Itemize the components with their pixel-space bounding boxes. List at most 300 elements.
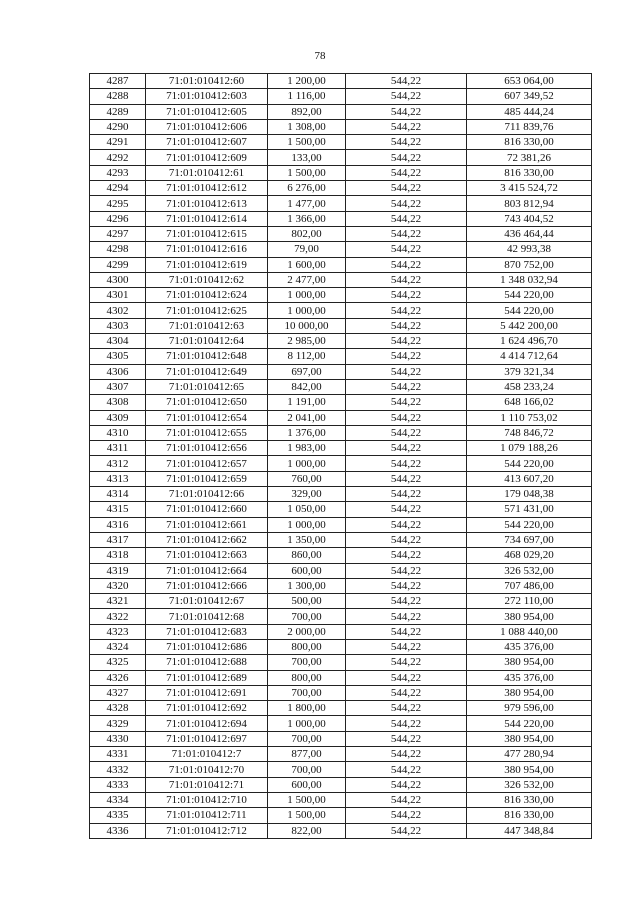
cadastral-number-cell: 71:01:010412:7 <box>146 747 268 762</box>
table-row <box>90 425 592 440</box>
area-cell: 1 366,00 <box>268 211 346 226</box>
table-row <box>90 716 592 731</box>
area-cell: 700,00 <box>268 685 346 700</box>
value-cell: 326 532,00 <box>467 777 592 792</box>
row-number-cell: 4310 <box>90 425 146 440</box>
value-cell: 3 415 524,72 <box>467 181 592 196</box>
cadastral-number-cell: 71:01:010412:659 <box>146 471 268 486</box>
value-cell: 447 348,84 <box>467 823 592 838</box>
cadastral-number-cell: 71:01:010412:710 <box>146 792 268 807</box>
cadastral-number-cell: 71:01:010412:656 <box>146 441 268 456</box>
rate-cell: 544,22 <box>346 563 467 578</box>
row-number-cell: 4329 <box>90 716 146 731</box>
area-cell: 1 500,00 <box>268 135 346 150</box>
row-number-cell: 4308 <box>90 395 146 410</box>
rate-cell: 544,22 <box>346 441 467 456</box>
row-number-cell: 4315 <box>90 502 146 517</box>
cadastral-number-cell: 71:01:010412:67 <box>146 594 268 609</box>
value-cell: 72 381,26 <box>467 150 592 165</box>
rate-cell: 544,22 <box>346 594 467 609</box>
rate-cell: 544,22 <box>346 257 467 272</box>
rate-cell: 544,22 <box>346 609 467 624</box>
value-cell: 816 330,00 <box>467 165 592 180</box>
rate-cell: 544,22 <box>346 578 467 593</box>
cadastral-number-cell: 71:01:010412:61 <box>146 165 268 180</box>
table-row <box>90 731 592 746</box>
value-cell: 544 220,00 <box>467 517 592 532</box>
row-number-cell: 4313 <box>90 471 146 486</box>
value-cell: 711 839,76 <box>467 119 592 134</box>
rate-cell: 544,22 <box>346 135 467 150</box>
cadastral-number-cell: 71:01:010412:614 <box>146 211 268 226</box>
value-cell: 380 954,00 <box>467 655 592 670</box>
table-row <box>90 181 592 196</box>
value-cell: 477 280,94 <box>467 747 592 762</box>
row-number-cell: 4292 <box>90 150 146 165</box>
rate-cell: 544,22 <box>346 716 467 731</box>
value-cell: 413 607,20 <box>467 471 592 486</box>
rate-cell: 544,22 <box>346 410 467 425</box>
rate-cell: 544,22 <box>346 165 467 180</box>
cadastral-number-cell: 71:01:010412:688 <box>146 655 268 670</box>
table-row <box>90 242 592 257</box>
table-row <box>90 594 592 609</box>
value-cell: 1 624 496,70 <box>467 334 592 349</box>
table-row <box>90 456 592 471</box>
rate-cell: 544,22 <box>346 318 467 333</box>
area-cell: 697,00 <box>268 364 346 379</box>
cadastral-number-cell: 71:01:010412:686 <box>146 639 268 654</box>
area-cell: 329,00 <box>268 487 346 502</box>
value-cell: 42 993,38 <box>467 242 592 257</box>
row-number-cell: 4314 <box>90 487 146 502</box>
row-number-cell: 4328 <box>90 701 146 716</box>
row-number-cell: 4289 <box>90 104 146 119</box>
area-cell: 1 050,00 <box>268 502 346 517</box>
row-number-cell: 4304 <box>90 334 146 349</box>
rate-cell: 544,22 <box>346 395 467 410</box>
rate-cell: 544,22 <box>346 119 467 134</box>
row-number-cell: 4301 <box>90 288 146 303</box>
cadastral-number-cell: 71:01:010412:63 <box>146 318 268 333</box>
area-cell: 800,00 <box>268 670 346 685</box>
rate-cell: 544,22 <box>346 823 467 838</box>
rate-cell: 544,22 <box>346 226 467 241</box>
table-row <box>90 532 592 547</box>
value-cell: 380 954,00 <box>467 731 592 746</box>
rate-cell: 544,22 <box>346 181 467 196</box>
table-row <box>90 334 592 349</box>
table-row <box>90 517 592 532</box>
rate-cell: 544,22 <box>346 792 467 807</box>
row-number-cell: 4333 <box>90 777 146 792</box>
cadastral-number-cell: 71:01:010412:609 <box>146 150 268 165</box>
row-number-cell: 4287 <box>90 74 146 89</box>
table-row <box>90 578 592 593</box>
value-cell: 4 414 712,64 <box>467 349 592 364</box>
area-cell: 1 500,00 <box>268 165 346 180</box>
area-cell: 1 350,00 <box>268 532 346 547</box>
area-cell: 600,00 <box>268 777 346 792</box>
row-number-cell: 4331 <box>90 747 146 762</box>
area-cell: 10 000,00 <box>268 318 346 333</box>
cadastral-number-cell: 71:01:010412:712 <box>146 823 268 838</box>
registry-table-body <box>90 74 592 839</box>
value-cell: 326 532,00 <box>467 563 592 578</box>
cadastral-number-cell: 71:01:010412:65 <box>146 379 268 394</box>
rate-cell: 544,22 <box>346 731 467 746</box>
rate-cell: 544,22 <box>346 670 467 685</box>
value-cell: 748 846,72 <box>467 425 592 440</box>
area-cell: 1 500,00 <box>268 808 346 823</box>
row-number-cell: 4323 <box>90 624 146 639</box>
rate-cell: 544,22 <box>346 639 467 654</box>
value-cell: 544 220,00 <box>467 716 592 731</box>
table-row <box>90 288 592 303</box>
rate-cell: 544,22 <box>346 425 467 440</box>
cadastral-number-cell: 71:01:010412:662 <box>146 532 268 547</box>
rate-cell: 544,22 <box>346 777 467 792</box>
rate-cell: 544,22 <box>346 364 467 379</box>
table-row <box>90 685 592 700</box>
cadastral-number-cell: 71:01:010412:654 <box>146 410 268 425</box>
value-cell: 1 079 188,26 <box>467 441 592 456</box>
row-number-cell: 4318 <box>90 548 146 563</box>
area-cell: 1 000,00 <box>268 456 346 471</box>
rate-cell: 544,22 <box>346 487 467 502</box>
area-cell: 8 112,00 <box>268 349 346 364</box>
cadastral-number-cell: 71:01:010412:692 <box>146 701 268 716</box>
area-cell: 700,00 <box>268 731 346 746</box>
table-row <box>90 135 592 150</box>
row-number-cell: 4303 <box>90 318 146 333</box>
rate-cell: 544,22 <box>346 471 467 486</box>
rate-cell: 544,22 <box>346 150 467 165</box>
row-number-cell: 4294 <box>90 181 146 196</box>
value-cell: 734 697,00 <box>467 532 592 547</box>
table-row <box>90 272 592 287</box>
cadastral-number-cell: 71:01:010412:694 <box>146 716 268 731</box>
row-number-cell: 4327 <box>90 685 146 700</box>
value-cell: 485 444,24 <box>467 104 592 119</box>
rate-cell: 544,22 <box>346 379 467 394</box>
value-cell: 544 220,00 <box>467 288 592 303</box>
table-row <box>90 318 592 333</box>
row-number-cell: 4321 <box>90 594 146 609</box>
cadastral-number-cell: 71:01:010412:683 <box>146 624 268 639</box>
value-cell: 458 233,24 <box>467 379 592 394</box>
rate-cell: 544,22 <box>346 747 467 762</box>
table-row <box>90 487 592 502</box>
row-number-cell: 4324 <box>90 639 146 654</box>
table-row <box>90 89 592 104</box>
rate-cell: 544,22 <box>346 104 467 119</box>
row-number-cell: 4305 <box>90 349 146 364</box>
value-cell: 544 220,00 <box>467 456 592 471</box>
area-cell: 133,00 <box>268 150 346 165</box>
row-number-cell: 4319 <box>90 563 146 578</box>
row-number-cell: 4316 <box>90 517 146 532</box>
table-row <box>90 471 592 486</box>
value-cell: 979 596,00 <box>467 701 592 716</box>
area-cell: 860,00 <box>268 548 346 563</box>
table-row <box>90 150 592 165</box>
rate-cell: 544,22 <box>346 685 467 700</box>
row-number-cell: 4290 <box>90 119 146 134</box>
cadastral-number-cell: 71:01:010412:711 <box>146 808 268 823</box>
cadastral-number-cell: 71:01:010412:648 <box>146 349 268 364</box>
table-row <box>90 701 592 716</box>
cadastral-number-cell: 71:01:010412:697 <box>146 731 268 746</box>
area-cell: 700,00 <box>268 609 346 624</box>
cadastral-number-cell: 71:01:010412:607 <box>146 135 268 150</box>
area-cell: 1 000,00 <box>268 517 346 532</box>
table-row <box>90 624 592 639</box>
table-row <box>90 792 592 807</box>
value-cell: 179 048,38 <box>467 487 592 502</box>
table-row <box>90 410 592 425</box>
cadastral-number-cell: 71:01:010412:70 <box>146 762 268 777</box>
area-cell: 700,00 <box>268 655 346 670</box>
table-row <box>90 104 592 119</box>
area-cell: 2 000,00 <box>268 624 346 639</box>
cadastral-number-cell: 71:01:010412:66 <box>146 487 268 502</box>
cadastral-number-cell: 71:01:010412:615 <box>146 226 268 241</box>
row-number-cell: 4307 <box>90 379 146 394</box>
area-cell: 1 500,00 <box>268 792 346 807</box>
area-cell: 1 000,00 <box>268 303 346 318</box>
rate-cell: 544,22 <box>346 272 467 287</box>
area-cell: 700,00 <box>268 762 346 777</box>
value-cell: 648 166,02 <box>467 395 592 410</box>
value-cell: 743 404,52 <box>467 211 592 226</box>
cadastral-number-cell: 71:01:010412:624 <box>146 288 268 303</box>
row-number-cell: 4326 <box>90 670 146 685</box>
table-row <box>90 119 592 134</box>
cadastral-number-cell: 71:01:010412:68 <box>146 609 268 624</box>
rate-cell: 544,22 <box>346 532 467 547</box>
cadastral-number-cell: 71:01:010412:625 <box>146 303 268 318</box>
rate-cell: 544,22 <box>346 334 467 349</box>
table-row <box>90 747 592 762</box>
cadastral-number-cell: 71:01:010412:612 <box>146 181 268 196</box>
value-cell: 571 431,00 <box>467 502 592 517</box>
cadastral-number-cell: 71:01:010412:660 <box>146 502 268 517</box>
row-number-cell: 4298 <box>90 242 146 257</box>
row-number-cell: 4302 <box>90 303 146 318</box>
table-row <box>90 196 592 211</box>
cadastral-number-cell: 71:01:010412:616 <box>146 242 268 257</box>
area-cell: 600,00 <box>268 563 346 578</box>
cadastral-number-cell: 71:01:010412:663 <box>146 548 268 563</box>
row-number-cell: 4320 <box>90 578 146 593</box>
row-number-cell: 4297 <box>90 226 146 241</box>
area-cell: 1 200,00 <box>268 74 346 89</box>
row-number-cell: 4336 <box>90 823 146 838</box>
cadastral-number-cell: 71:01:010412:603 <box>146 89 268 104</box>
value-cell: 435 376,00 <box>467 639 592 654</box>
value-cell: 5 442 200,00 <box>467 318 592 333</box>
rate-cell: 544,22 <box>346 89 467 104</box>
row-number-cell: 4291 <box>90 135 146 150</box>
value-cell: 607 349,52 <box>467 89 592 104</box>
rate-cell: 544,22 <box>346 211 467 226</box>
table-row <box>90 823 592 838</box>
table-row <box>90 364 592 379</box>
area-cell: 1 191,00 <box>268 395 346 410</box>
cadastral-number-cell: 71:01:010412:64 <box>146 334 268 349</box>
rate-cell: 544,22 <box>346 701 467 716</box>
value-cell: 816 330,00 <box>467 808 592 823</box>
area-cell: 1 600,00 <box>268 257 346 272</box>
rate-cell: 544,22 <box>346 349 467 364</box>
page-number: 78 <box>314 50 326 62</box>
row-number-cell: 4293 <box>90 165 146 180</box>
value-cell: 544 220,00 <box>467 303 592 318</box>
table-row <box>90 211 592 226</box>
value-cell: 379 321,34 <box>467 364 592 379</box>
row-number-cell: 4311 <box>90 441 146 456</box>
value-cell: 435 376,00 <box>467 670 592 685</box>
row-number-cell: 4334 <box>90 792 146 807</box>
table-row <box>90 395 592 410</box>
cadastral-number-cell: 71:01:010412:62 <box>146 272 268 287</box>
table-row <box>90 639 592 654</box>
cadastral-number-cell: 71:01:010412:689 <box>146 670 268 685</box>
table-row <box>90 609 592 624</box>
table-row <box>90 808 592 823</box>
rate-cell: 544,22 <box>346 517 467 532</box>
registry-table <box>89 73 592 839</box>
cadastral-number-cell: 71:01:010412:691 <box>146 685 268 700</box>
cadastral-number-cell: 71:01:010412:605 <box>146 104 268 119</box>
area-cell: 1 000,00 <box>268 288 346 303</box>
table-row <box>90 303 592 318</box>
area-cell: 2 477,00 <box>268 272 346 287</box>
area-cell: 2 041,00 <box>268 410 346 425</box>
rate-cell: 544,22 <box>346 808 467 823</box>
value-cell: 816 330,00 <box>467 135 592 150</box>
value-cell: 468 029,20 <box>467 548 592 563</box>
cadastral-number-cell: 71:01:010412:661 <box>146 517 268 532</box>
row-number-cell: 4296 <box>90 211 146 226</box>
value-cell: 380 954,00 <box>467 762 592 777</box>
table-row <box>90 165 592 180</box>
rate-cell: 544,22 <box>346 456 467 471</box>
table-row <box>90 349 592 364</box>
row-number-cell: 4335 <box>90 808 146 823</box>
value-cell: 707 486,00 <box>467 578 592 593</box>
area-cell: 1 983,00 <box>268 441 346 456</box>
rate-cell: 544,22 <box>346 548 467 563</box>
table-row <box>90 655 592 670</box>
row-number-cell: 4312 <box>90 456 146 471</box>
area-cell: 500,00 <box>268 594 346 609</box>
table-row <box>90 502 592 517</box>
rate-cell: 544,22 <box>346 74 467 89</box>
rate-cell: 544,22 <box>346 303 467 318</box>
row-number-cell: 4306 <box>90 364 146 379</box>
rate-cell: 544,22 <box>346 655 467 670</box>
area-cell: 822,00 <box>268 823 346 838</box>
table-row <box>90 226 592 241</box>
table-row <box>90 548 592 563</box>
value-cell: 380 954,00 <box>467 685 592 700</box>
area-cell: 1 116,00 <box>268 89 346 104</box>
table-row <box>90 563 592 578</box>
area-cell: 802,00 <box>268 226 346 241</box>
area-cell: 842,00 <box>268 379 346 394</box>
area-cell: 1 308,00 <box>268 119 346 134</box>
cadastral-number-cell: 71:01:010412:619 <box>146 257 268 272</box>
value-cell: 272 110,00 <box>467 594 592 609</box>
value-cell: 803 812,94 <box>467 196 592 211</box>
cadastral-number-cell: 71:01:010412:666 <box>146 578 268 593</box>
row-number-cell: 4330 <box>90 731 146 746</box>
area-cell: 1 376,00 <box>268 425 346 440</box>
value-cell: 380 954,00 <box>467 609 592 624</box>
row-number-cell: 4317 <box>90 532 146 547</box>
area-cell: 1 000,00 <box>268 716 346 731</box>
area-cell: 800,00 <box>268 639 346 654</box>
value-cell: 870 752,00 <box>467 257 592 272</box>
row-number-cell: 4295 <box>90 196 146 211</box>
cadastral-number-cell: 71:01:010412:606 <box>146 119 268 134</box>
rate-cell: 544,22 <box>346 242 467 257</box>
table-row <box>90 257 592 272</box>
table-row <box>90 74 592 89</box>
cadastral-number-cell: 71:01:010412:60 <box>146 74 268 89</box>
table-row <box>90 379 592 394</box>
area-cell: 79,00 <box>268 242 346 257</box>
value-cell: 653 064,00 <box>467 74 592 89</box>
table-row <box>90 670 592 685</box>
area-cell: 877,00 <box>268 747 346 762</box>
cadastral-number-cell: 71:01:010412:655 <box>146 425 268 440</box>
row-number-cell: 4332 <box>90 762 146 777</box>
rate-cell: 544,22 <box>346 624 467 639</box>
row-number-cell: 4325 <box>90 655 146 670</box>
table-row <box>90 441 592 456</box>
rate-cell: 544,22 <box>346 288 467 303</box>
area-cell: 1 477,00 <box>268 196 346 211</box>
value-cell: 1 088 440,00 <box>467 624 592 639</box>
rate-cell: 544,22 <box>346 762 467 777</box>
row-number-cell: 4322 <box>90 609 146 624</box>
cadastral-number-cell: 71:01:010412:650 <box>146 395 268 410</box>
row-number-cell: 4309 <box>90 410 146 425</box>
row-number-cell: 4300 <box>90 272 146 287</box>
cadastral-number-cell: 71:01:010412:71 <box>146 777 268 792</box>
area-cell: 892,00 <box>268 104 346 119</box>
cadastral-number-cell: 71:01:010412:657 <box>146 456 268 471</box>
value-cell: 436 464,44 <box>467 226 592 241</box>
cadastral-number-cell: 71:01:010412:613 <box>146 196 268 211</box>
rate-cell: 544,22 <box>346 196 467 211</box>
table-row <box>90 777 592 792</box>
area-cell: 1 800,00 <box>268 701 346 716</box>
area-cell: 760,00 <box>268 471 346 486</box>
row-number-cell: 4288 <box>90 89 146 104</box>
value-cell: 816 330,00 <box>467 792 592 807</box>
area-cell: 6 276,00 <box>268 181 346 196</box>
area-cell: 2 985,00 <box>268 334 346 349</box>
table-row <box>90 762 592 777</box>
value-cell: 1 110 753,02 <box>467 410 592 425</box>
value-cell: 1 348 032,94 <box>467 272 592 287</box>
rate-cell: 544,22 <box>346 502 467 517</box>
cadastral-number-cell: 71:01:010412:664 <box>146 563 268 578</box>
